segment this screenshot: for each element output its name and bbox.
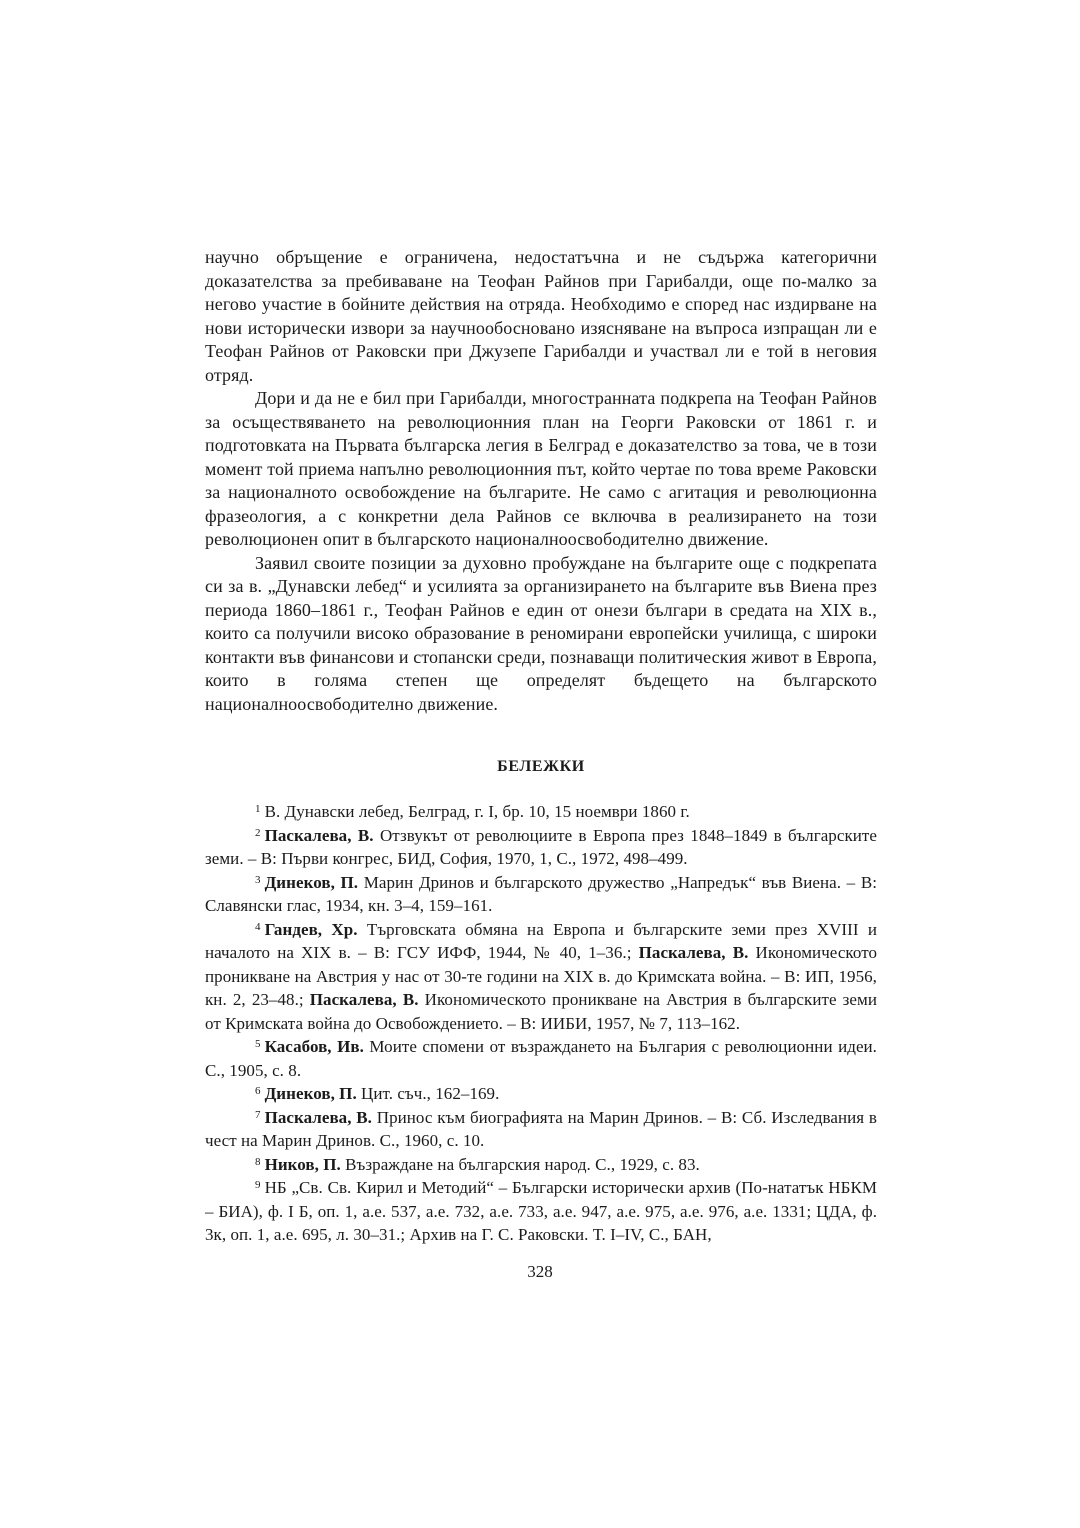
footnote-number: 6 bbox=[255, 1085, 261, 1097]
body-paragraph: Заявил своите позиции за духовно пробуждане на българите още с подкрепата си за в. „Дунавски лебед“ и усилията за организирането на българите във Виена през периода 1860–1861 г., Теофан Райнов е един от онези българи в средата на XIX в., които са получили високо образование в реномирани европейски училища, с широки контакти във финансови и стопански среди, познаващи политическия живот в Европа, които в голяма степен ще определят бъдещето на българското националноосвободително движение. bbox=[205, 552, 877, 714]
footnote-author: Динеков, П. bbox=[264, 872, 359, 892]
footnote-author: Динеков, П. bbox=[264, 1084, 357, 1103]
footnote-text: Търговската обмяна на Европа и българските земи през XVIII и началото на XIX в. – В: ГСУ ИФФ, 1944, № 40, 1–36.; bbox=[205, 919, 877, 962]
footnote-number: 9 bbox=[255, 1179, 261, 1191]
footnote-author: Паскалева, В. bbox=[638, 943, 749, 962]
footnote-author: Паскалева, В. bbox=[264, 1107, 372, 1127]
footnote-number: 8 bbox=[255, 1155, 261, 1168]
footnote-author: Гандев, Хр. bbox=[264, 919, 358, 939]
body-paragraph: научно обръщение е ограничена, недостатъчна и не съдържа категорични доказателства за пребиваване на Теофан Райнов при Гарибалди, още по-малко за негово участие в бойните действия на отряда. Необходимо е според нас издирване на нови исторически извори за научнообосновано изясняване на въпроса изпращан ли е Теофан Райнов от Раковски при Джузепе Гарибалди и участвал ли е той в неговия отряд. bbox=[205, 247, 877, 385]
footnote bbox=[205, 871, 877, 918]
footnote-author: Ников, П. bbox=[264, 1154, 341, 1174]
footnote-number: 3 bbox=[255, 873, 261, 886]
footnote-text: Възраждане на българския народ. С., 1929, с. 83. bbox=[340, 1154, 700, 1174]
body-paragraph: Дори и да не е бил при Гарибалди, многостранната подкрепа на Теофан Райнов за осъществяването на революционния план на Георги Раковски от 1861 г. и подготовката на Първата българска легия в Белград е доказателство за това, че в този момент той приема напълно революционния път, който чертае по това време Раковски за националното освобождение на българите. Не само с агитация и революционна фразеология, а с конкретни дела Райнов се включва в реализирането на този революционен опит в българското националноосвободително движение. bbox=[205, 388, 877, 549]
footnote bbox=[205, 918, 877, 1036]
footnote bbox=[205, 1035, 877, 1082]
footnote-author: Паскалева, В. bbox=[264, 825, 374, 845]
footnote-number: 1 bbox=[255, 803, 261, 815]
footnote-text: Отзвукът от революциите в Европа през 1848–1849 в българските земи. – В: Първи конгрес, БИД, София, 1970, 1, С., 1972, 498–499. bbox=[205, 825, 877, 868]
footnotes-list bbox=[205, 800, 877, 1247]
footnote-number: 2 bbox=[255, 826, 261, 839]
footnote-text: Моите спомени от възраждането на България с революционни идеи. С., 1905, с. 8. bbox=[205, 1037, 877, 1080]
footnote-number: 7 bbox=[255, 1108, 261, 1121]
footnote bbox=[205, 1106, 877, 1153]
footnote-number: 5 bbox=[255, 1038, 261, 1050]
footnote bbox=[205, 800, 877, 824]
footnote-author: Паскалева, В. bbox=[309, 990, 419, 1009]
footnote-text: В. Дунавски лебед, Белград, г. I, бр. 10, 15 ноември 1860 г. bbox=[264, 802, 690, 821]
footnote-text: Цит. съч., 162–169. bbox=[356, 1084, 500, 1103]
footnote bbox=[205, 824, 877, 871]
page-number: 328 bbox=[527, 1262, 553, 1281]
notes-heading: БЕЛЕЖКИ bbox=[497, 758, 585, 775]
page-content bbox=[205, 246, 877, 1247]
footnote bbox=[205, 1176, 877, 1247]
footnote-text: Принос към биографията на Марин Дринов. – В: Сб. Изследвания в чест на Марин Дринов. С., 1960, с. 10. bbox=[205, 1107, 877, 1150]
footnote bbox=[205, 1082, 877, 1106]
footnote-text: НБ „Св. Св. Кирил и Методий“ – Български исторически архив (По-нататък НБКМ – БИА), ф. I Б, оп. 1, а.е. 537, а.е. 732, а.е. 733, а.е. 947, а.е. 975, а.е. 976, а.е. 1331; ЦДА, ф. 3к, оп. 1, а.е. 695, л. 30–31.; Архив на Г. С. Раковски. Т. I–IV, С., БАН, bbox=[205, 1178, 877, 1244]
footnote-author: Касабов, Ив. bbox=[264, 1037, 364, 1056]
footnote-number: 4 bbox=[255, 920, 261, 933]
footnote-text: Марин Дринов и българското дружество „Напредък“ във Виена. – В: Славянски глас, 1934, кн. 3–4, 159–161. bbox=[205, 872, 877, 915]
footnote-text: Икономическото проникване на Австрия в българските земи от Кримската война до Освобождението. – В: ИИБИ, 1957, № 7, 113–162. bbox=[205, 990, 877, 1033]
footnote bbox=[205, 1153, 877, 1177]
footnote-text: Икономическото проникване на Австрия у нас от 30-те години на XIX в. до Кримската война. – В: ИП, 1956, кн. 2, 23–48.; bbox=[205, 943, 877, 1009]
